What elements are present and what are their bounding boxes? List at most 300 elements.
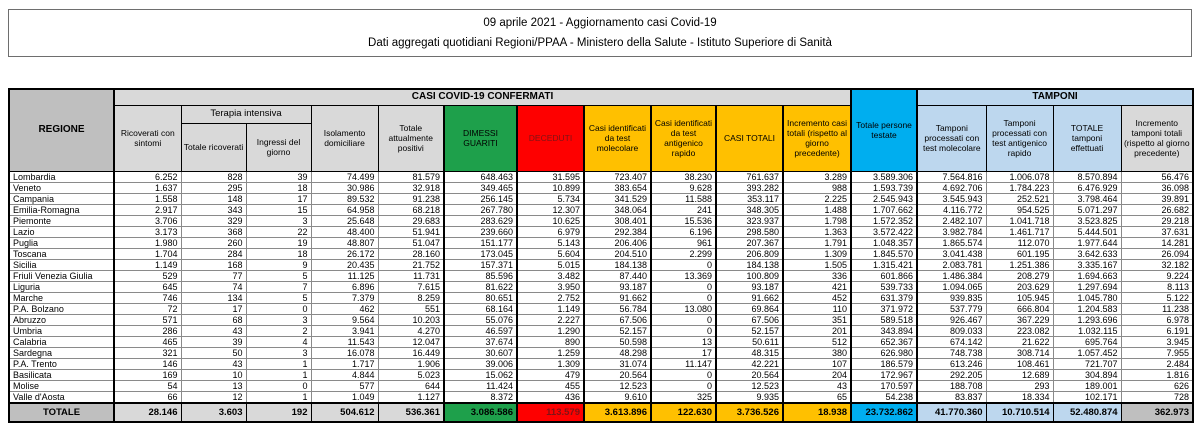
cell-terapia_ingressi_del_giorno: 39	[246, 171, 311, 182]
cell-casi_totali: 91.662	[716, 292, 783, 303]
cell-totale_tamponi: 189.001	[1053, 380, 1121, 391]
cell-isolamento_domiciliare: 1.049	[311, 391, 378, 403]
cell-ricoverati_con_sintomi: 146	[114, 358, 181, 369]
cell-dimessi_guariti: 349.465	[444, 182, 517, 193]
cell-incremento_casi_totali: 110	[783, 303, 851, 314]
cell-tamponi_test_molecolare: 3.545.943	[917, 193, 986, 204]
cell-tamponi_test_antigenico: 105.945	[986, 292, 1053, 303]
cell-incremento_tamponi: 39.891	[1121, 193, 1193, 204]
cell-terapia_totale_ricoverati: 134	[181, 292, 246, 303]
cell-deceduti: 3.482	[517, 270, 584, 281]
region-name: Calabria	[9, 336, 114, 347]
col-header-ricoverati-con-sintomi: Ricoverati con sintomi	[114, 105, 181, 171]
cell-isolamento_domiciliare: 74.499	[311, 171, 378, 182]
cell-totale_attualmente_positivi: 29.683	[378, 215, 444, 226]
cell-ricoverati_con_sintomi: 286	[114, 325, 181, 336]
cell-casi_test_molecolare: 93.187	[584, 281, 651, 292]
cell-terapia_totale_ricoverati: 828	[181, 171, 246, 182]
cell-terapia_totale_ricoverati: 368	[181, 226, 246, 237]
cell-totale_persone_testate: 1.593.739	[851, 182, 917, 193]
cell-totale_persone_testate: 1.315.421	[851, 259, 917, 270]
cell-deceduti: 12.307	[517, 204, 584, 215]
cell-totale_persone_testate: 1.707.662	[851, 204, 917, 215]
cell-casi_test_molecolare: 87.440	[584, 270, 651, 281]
cell-isolamento_domiciliare: 11.543	[311, 336, 378, 347]
cell-totale_attualmente_positivi: 1.127	[378, 391, 444, 403]
cell-casi_test_molecolare: 56.784	[584, 303, 651, 314]
cell-tamponi_test_antigenico: 293	[986, 380, 1053, 391]
cell-isolamento_domiciliare: 48.400	[311, 226, 378, 237]
cell-totale_tamponi: 3.642.633	[1053, 248, 1121, 259]
cell-totale_persone_testate: 343.894	[851, 325, 917, 336]
cell-casi_test_antigenico: 11.588	[651, 193, 716, 204]
cell-terapia_ingressi_del_giorno: 3	[246, 347, 311, 358]
cell-incremento_casi_totali: 988	[783, 182, 851, 193]
cell-tamponi_test_molecolare: 7.564.816	[917, 171, 986, 182]
cell-incremento_casi_totali: 1.791	[783, 237, 851, 248]
cell-deceduti: 1.259	[517, 347, 584, 358]
cell-dimessi_guariti: 239.660	[444, 226, 517, 237]
cell-casi_test_molecolare: 341.529	[584, 193, 651, 204]
table-row	[9, 248, 1193, 259]
cell-casi_totali: 3.736.526	[716, 403, 783, 422]
cell-deceduti: 455	[517, 380, 584, 391]
cell-incremento_casi_totali: 43	[783, 380, 851, 391]
cell-casi_test_molecolare: 91.662	[584, 292, 651, 303]
cell-incremento_tamponi: 6.978	[1121, 314, 1193, 325]
col-header-casi-totali: CASI TOTALI	[716, 105, 783, 171]
table-row	[9, 347, 1193, 358]
cell-tamponi_test_antigenico: 308.714	[986, 347, 1053, 358]
cell-isolamento_domiciliare: 26.172	[311, 248, 378, 259]
cell-terapia_totale_ricoverati: 260	[181, 237, 246, 248]
cell-tamponi_test_antigenico: 1.006.078	[986, 171, 1053, 182]
group-header-casi-confermati: CASI COVID-19 CONFERMATI	[114, 89, 851, 105]
cell-casi_totali: 69.864	[716, 303, 783, 314]
table-row	[9, 336, 1193, 347]
cell-casi_test_antigenico: 241	[651, 204, 716, 215]
cell-isolamento_domiciliare: 3.941	[311, 325, 378, 336]
cell-ricoverati_con_sintomi: 465	[114, 336, 181, 347]
cell-incremento_casi_totali: 1.309	[783, 248, 851, 259]
cell-totale_tamponi: 1.297.694	[1053, 281, 1121, 292]
cell-tamponi_test_antigenico: 10.710.514	[986, 403, 1053, 422]
cell-terapia_ingressi_del_giorno: 15	[246, 204, 311, 215]
region-name: Valle d'Aosta	[9, 391, 114, 403]
cell-incremento_casi_totali: 1.363	[783, 226, 851, 237]
cell-totale_persone_testate: 3.589.306	[851, 171, 917, 182]
cell-totale_persone_testate: 2.545.943	[851, 193, 917, 204]
cell-casi_test_molecolare: 723.407	[584, 171, 651, 182]
cell-tamponi_test_molecolare: 1.094.065	[917, 281, 986, 292]
cell-incremento_tamponi: 32.182	[1121, 259, 1193, 270]
cell-incremento_tamponi: 56.476	[1121, 171, 1193, 182]
cell-totale_tamponi: 695.764	[1053, 336, 1121, 347]
cell-tamponi_test_molecolare: 939.835	[917, 292, 986, 303]
cell-casi_test_molecolare: 20.564	[584, 369, 651, 380]
cell-casi_totali: 12.523	[716, 380, 783, 391]
cell-totale_persone_testate: 3.572.422	[851, 226, 917, 237]
cell-terapia_ingressi_del_giorno: 19	[246, 237, 311, 248]
cell-tamponi_test_antigenico: 1.461.717	[986, 226, 1053, 237]
cell-incremento_tamponi: 37.631	[1121, 226, 1193, 237]
cell-incremento_tamponi: 26.682	[1121, 204, 1193, 215]
cell-tamponi_test_molecolare: 748.738	[917, 347, 986, 358]
cell-ricoverati_con_sintomi: 645	[114, 281, 181, 292]
cell-tamponi_test_molecolare: 3.041.438	[917, 248, 986, 259]
cell-dimessi_guariti: 37.674	[444, 336, 517, 347]
cell-incremento_casi_totali: 336	[783, 270, 851, 281]
cell-isolamento_domiciliare: 9.564	[311, 314, 378, 325]
cell-casi_test_antigenico: 17	[651, 347, 716, 358]
cell-dimessi_guariti: 157.371	[444, 259, 517, 270]
cell-tamponi_test_antigenico: 208.279	[986, 270, 1053, 281]
cell-isolamento_domiciliare: 48.807	[311, 237, 378, 248]
cell-tamponi_test_molecolare: 926.467	[917, 314, 986, 325]
region-name: Sardegna	[9, 347, 114, 358]
cell-totale_tamponi: 1.032.115	[1053, 325, 1121, 336]
table-row	[9, 314, 1193, 325]
cell-tamponi_test_antigenico: 1.784.223	[986, 182, 1053, 193]
cell-tamponi_test_antigenico: 367.229	[986, 314, 1053, 325]
cell-tamponi_test_antigenico: 1.251.386	[986, 259, 1053, 270]
cell-incremento_tamponi: 3.945	[1121, 336, 1193, 347]
cell-totale_attualmente_positivi: 28.160	[378, 248, 444, 259]
region-name: P.A. Bolzano	[9, 303, 114, 314]
col-header-terapia-totale-ricoverati: Totale ricoverati	[181, 123, 246, 171]
region-name: Sicilia	[9, 259, 114, 270]
cell-casi_totali: 67.506	[716, 314, 783, 325]
cell-ricoverati_con_sintomi: 169	[114, 369, 181, 380]
cell-casi_totali: 42.221	[716, 358, 783, 369]
cell-totale_persone_testate: 601.866	[851, 270, 917, 281]
cell-tamponi_test_antigenico: 108.461	[986, 358, 1053, 369]
cell-incremento_casi_totali: 380	[783, 347, 851, 358]
cell-casi_totali: 50.611	[716, 336, 783, 347]
cell-tamponi_test_molecolare: 41.770.360	[917, 403, 986, 422]
cell-dimessi_guariti: 256.145	[444, 193, 517, 204]
table-row	[9, 193, 1193, 204]
cell-terapia_totale_ricoverati: 343	[181, 204, 246, 215]
cell-ricoverati_con_sintomi: 72	[114, 303, 181, 314]
cell-terapia_ingressi_del_giorno: 1	[246, 391, 311, 403]
cell-totale_attualmente_positivi: 4.270	[378, 325, 444, 336]
cell-casi_totali: 48.315	[716, 347, 783, 358]
region-name: Lombardia	[9, 171, 114, 182]
cell-casi_totali: 207.367	[716, 237, 783, 248]
cell-incremento_tamponi: 9.224	[1121, 270, 1193, 281]
cell-incremento_tamponi: 2.484	[1121, 358, 1193, 369]
cell-ricoverati_con_sintomi: 1.149	[114, 259, 181, 270]
cell-casi_test_molecolare: 383.654	[584, 182, 651, 193]
cell-deceduti: 2.752	[517, 292, 584, 303]
cell-totale_persone_testate: 23.732.862	[851, 403, 917, 422]
cell-deceduti: 3.950	[517, 281, 584, 292]
cell-isolamento_domiciliare: 462	[311, 303, 378, 314]
cell-incremento_tamponi: 11.238	[1121, 303, 1193, 314]
cell-dimessi_guariti: 85.596	[444, 270, 517, 281]
cell-incremento_casi_totali: 512	[783, 336, 851, 347]
cell-deceduti: 5.604	[517, 248, 584, 259]
cell-terapia_totale_ricoverati: 74	[181, 281, 246, 292]
cell-tamponi_test_antigenico: 1.041.718	[986, 215, 1053, 226]
cell-casi_totali: 323.937	[716, 215, 783, 226]
cell-terapia_ingressi_del_giorno: 17	[246, 193, 311, 204]
region-name: Friuli Venezia Giulia	[9, 270, 114, 281]
cell-totale_persone_testate: 172.967	[851, 369, 917, 380]
table-row	[9, 358, 1193, 369]
cell-isolamento_domiciliare: 7.379	[311, 292, 378, 303]
region-name: Campania	[9, 193, 114, 204]
cell-tamponi_test_antigenico: 21.622	[986, 336, 1053, 347]
cell-terapia_ingressi_del_giorno: 18	[246, 248, 311, 259]
cell-deceduti: 5.734	[517, 193, 584, 204]
cell-tamponi_test_molecolare: 4.116.772	[917, 204, 986, 215]
cell-deceduti: 113.579	[517, 403, 584, 422]
cell-isolamento_domiciliare: 504.612	[311, 403, 378, 422]
region-name: Molise	[9, 380, 114, 391]
table-row	[9, 171, 1193, 182]
col-header-casi-test-antigenico: Casi identificati da test antigenico rapido	[651, 105, 716, 171]
cell-deceduti: 6.979	[517, 226, 584, 237]
region-name: Lazio	[9, 226, 114, 237]
cell-terapia_totale_ricoverati: 3.603	[181, 403, 246, 422]
cell-casi_test_molecolare: 308.401	[584, 215, 651, 226]
table-footer	[9, 403, 1193, 422]
cell-tamponi_test_antigenico: 112.070	[986, 237, 1053, 248]
cell-casi_test_antigenico: 325	[651, 391, 716, 403]
table-row	[9, 226, 1193, 237]
cell-incremento_tamponi: 362.973	[1121, 403, 1193, 422]
cell-deceduti: 31.595	[517, 171, 584, 182]
cell-dimessi_guariti: 648.463	[444, 171, 517, 182]
cell-incremento_tamponi: 8.113	[1121, 281, 1193, 292]
cell-totale_attualmente_positivi: 551	[378, 303, 444, 314]
region-name: Marche	[9, 292, 114, 303]
cell-totale_attualmente_positivi: 91.238	[378, 193, 444, 204]
report-header	[8, 9, 1192, 57]
cell-totale_persone_testate: 186.579	[851, 358, 917, 369]
cell-terapia_totale_ricoverati: 148	[181, 193, 246, 204]
cell-totale_tamponi: 102.171	[1053, 391, 1121, 403]
cell-casi_test_molecolare: 206.406	[584, 237, 651, 248]
cell-tamponi_test_antigenico: 954.525	[986, 204, 1053, 215]
cell-deceduti: 1.149	[517, 303, 584, 314]
cell-casi_totali: 20.564	[716, 369, 783, 380]
cell-terapia_ingressi_del_giorno: 9	[246, 259, 311, 270]
cell-terapia_ingressi_del_giorno: 0	[246, 380, 311, 391]
cell-isolamento_domiciliare: 577	[311, 380, 378, 391]
cell-totale_tamponi: 3.335.167	[1053, 259, 1121, 270]
cell-tamponi_test_molecolare: 674.142	[917, 336, 986, 347]
cell-casi_test_antigenico: 961	[651, 237, 716, 248]
cell-totale_persone_testate: 1.572.352	[851, 215, 917, 226]
cell-dimessi_guariti: 173.045	[444, 248, 517, 259]
cell-casi_test_molecolare: 204.510	[584, 248, 651, 259]
cell-isolamento_domiciliare: 4.844	[311, 369, 378, 380]
cell-deceduti: 10.899	[517, 182, 584, 193]
table-row	[9, 259, 1193, 270]
cell-terapia_totale_ricoverati: 43	[181, 358, 246, 369]
cell-casi_test_antigenico: 13.080	[651, 303, 716, 314]
cell-tamponi_test_antigenico: 18.334	[986, 391, 1053, 403]
cell-isolamento_domiciliare: 16.078	[311, 347, 378, 358]
col-header-incremento-casi-totali: Incremento casi totali (rispetto al giorno precedente)	[783, 105, 851, 171]
cell-tamponi_test_molecolare: 2.083.781	[917, 259, 986, 270]
cell-tamponi_test_molecolare: 83.837	[917, 391, 986, 403]
cell-casi_test_molecolare: 292.384	[584, 226, 651, 237]
table-body	[9, 171, 1193, 403]
cell-casi_test_molecolare: 48.298	[584, 347, 651, 358]
cell-totale_attualmente_positivi: 11.731	[378, 270, 444, 281]
cell-casi_test_antigenico: 0	[651, 380, 716, 391]
cell-terapia_ingressi_del_giorno: 7	[246, 281, 311, 292]
cell-ricoverati_con_sintomi: 529	[114, 270, 181, 281]
cell-dimessi_guariti: 68.164	[444, 303, 517, 314]
cell-terapia_totale_ricoverati: 284	[181, 248, 246, 259]
cell-isolamento_domiciliare: 6.896	[311, 281, 378, 292]
cell-isolamento_domiciliare: 25.648	[311, 215, 378, 226]
cell-terapia_totale_ricoverati: 12	[181, 391, 246, 403]
cell-totale_persone_testate: 652.367	[851, 336, 917, 347]
cell-dimessi_guariti: 3.086.586	[444, 403, 517, 422]
cell-totale_tamponi: 721.707	[1053, 358, 1121, 369]
cell-tamponi_test_molecolare: 809.033	[917, 325, 986, 336]
col-header-isolamento-domiciliare: Isolamento domiciliare	[311, 105, 378, 171]
col-header-totale-attualmente-positivi: Totale attualmente positivi	[378, 105, 444, 171]
cell-terapia_totale_ricoverati: 295	[181, 182, 246, 193]
cell-casi_test_antigenico: 122.630	[651, 403, 716, 422]
cell-casi_totali: 93.187	[716, 281, 783, 292]
cell-casi_test_antigenico: 0	[651, 292, 716, 303]
cell-tamponi_test_antigenico: 252.521	[986, 193, 1053, 204]
cell-totale_attualmente_positivi: 7.615	[378, 281, 444, 292]
cell-incremento_casi_totali: 421	[783, 281, 851, 292]
cell-incremento_casi_totali: 201	[783, 325, 851, 336]
cell-terapia_ingressi_del_giorno: 5	[246, 270, 311, 281]
cell-tamponi_test_molecolare: 188.708	[917, 380, 986, 391]
cell-casi_test_antigenico: 13.369	[651, 270, 716, 281]
cell-casi_totali: 348.305	[716, 204, 783, 215]
cell-tamponi_test_antigenico: 223.082	[986, 325, 1053, 336]
cell-casi_test_antigenico: 13	[651, 336, 716, 347]
total-row	[9, 403, 1193, 422]
cell-casi_test_molecolare: 12.523	[584, 380, 651, 391]
cell-terapia_ingressi_del_giorno: 2	[246, 325, 311, 336]
cell-ricoverati_con_sintomi: 746	[114, 292, 181, 303]
cell-totale_tamponi: 1.694.663	[1053, 270, 1121, 281]
cell-casi_test_antigenico: 11.147	[651, 358, 716, 369]
table-row	[9, 380, 1193, 391]
region-name: Liguria	[9, 281, 114, 292]
cell-terapia_totale_ricoverati: 13	[181, 380, 246, 391]
cell-totale_attualmente_positivi: 51.941	[378, 226, 444, 237]
cell-tamponi_test_molecolare: 613.246	[917, 358, 986, 369]
cell-casi_test_antigenico: 0	[651, 259, 716, 270]
cell-casi_test_molecolare: 31.074	[584, 358, 651, 369]
cell-isolamento_domiciliare: 89.532	[311, 193, 378, 204]
cell-totale_tamponi: 304.894	[1053, 369, 1121, 380]
cell-dimessi_guariti: 81.622	[444, 281, 517, 292]
cell-casi_test_molecolare: 52.157	[584, 325, 651, 336]
cell-terapia_ingressi_del_giorno: 192	[246, 403, 311, 422]
cell-totale_persone_testate: 54.238	[851, 391, 917, 403]
cell-deceduti: 479	[517, 369, 584, 380]
cell-terapia_ingressi_del_giorno: 1	[246, 358, 311, 369]
cell-tamponi_test_molecolare: 292.205	[917, 369, 986, 380]
col-header-regione: REGIONE	[9, 89, 114, 171]
cell-dimessi_guariti: 151.177	[444, 237, 517, 248]
cell-incremento_casi_totali: 1.488	[783, 204, 851, 215]
col-header-persone-testate: Totale persone testate	[851, 89, 917, 171]
cell-dimessi_guariti: 267.780	[444, 204, 517, 215]
col-header-casi-test-molecolare: Casi identificati da test molecolare	[584, 105, 651, 171]
cell-incremento_casi_totali: 1.505	[783, 259, 851, 270]
cell-deceduti: 5.015	[517, 259, 584, 270]
cell-incremento_casi_totali: 351	[783, 314, 851, 325]
cell-incremento_casi_totali: 3.289	[783, 171, 851, 182]
cell-totale_persone_testate: 631.379	[851, 292, 917, 303]
cell-casi_totali: 100.809	[716, 270, 783, 281]
cell-casi_totali: 298.580	[716, 226, 783, 237]
col-header-tamponi-test-antigenico: Tamponi processati con test antigenico rapido	[986, 105, 1053, 171]
group-header-terapia-intensiva: Terapia intensiva	[181, 105, 311, 123]
cell-totale_persone_testate: 371.972	[851, 303, 917, 314]
table-row	[9, 182, 1193, 193]
cell-terapia_totale_ricoverati: 329	[181, 215, 246, 226]
table-row	[9, 237, 1193, 248]
cell-totale_attualmente_positivi: 10.203	[378, 314, 444, 325]
cell-casi_test_antigenico: 0	[651, 325, 716, 336]
cell-isolamento_domiciliare: 64.958	[311, 204, 378, 215]
region-name: P.A. Trento	[9, 358, 114, 369]
cell-isolamento_domiciliare: 11.125	[311, 270, 378, 281]
cell-deceduti: 1.309	[517, 358, 584, 369]
cell-isolamento_domiciliare: 1.717	[311, 358, 378, 369]
cell-casi_totali: 184.138	[716, 259, 783, 270]
cell-casi_test_antigenico: 15.536	[651, 215, 716, 226]
cell-deceduti: 890	[517, 336, 584, 347]
cell-dimessi_guariti: 8.372	[444, 391, 517, 403]
cell-casi_test_antigenico: 0	[651, 369, 716, 380]
cell-incremento_tamponi: 1.816	[1121, 369, 1193, 380]
cell-tamponi_test_antigenico: 601.195	[986, 248, 1053, 259]
col-header-deceduti: DECEDUTI	[517, 105, 584, 171]
region-name: Abruzzo	[9, 314, 114, 325]
cell-casi_test_molecolare: 9.610	[584, 391, 651, 403]
cell-terapia_totale_ricoverati: 68	[181, 314, 246, 325]
cell-casi_test_antigenico: 9.628	[651, 182, 716, 193]
cell-incremento_tamponi: 5.122	[1121, 292, 1193, 303]
cell-dimessi_guariti: 39.006	[444, 358, 517, 369]
cell-terapia_totale_ricoverati: 10	[181, 369, 246, 380]
cell-incremento_tamponi: 26.094	[1121, 248, 1193, 259]
cell-tamponi_test_molecolare: 537.779	[917, 303, 986, 314]
cell-dimessi_guariti: 55.076	[444, 314, 517, 325]
cell-totale_tamponi: 8.570.894	[1053, 171, 1121, 182]
cell-totale_persone_testate: 626.980	[851, 347, 917, 358]
cell-tamponi_test_antigenico: 666.804	[986, 303, 1053, 314]
cell-ricoverati_con_sintomi: 571	[114, 314, 181, 325]
cell-totale_tamponi: 1.293.696	[1053, 314, 1121, 325]
cell-totale_persone_testate: 589.518	[851, 314, 917, 325]
cell-incremento_casi_totali: 2.225	[783, 193, 851, 204]
table-row	[9, 391, 1193, 403]
cell-totale_tamponi: 52.480.874	[1053, 403, 1121, 422]
cell-ricoverati_con_sintomi: 1.637	[114, 182, 181, 193]
col-header-dimessi-guariti: DIMESSI GUARITI	[444, 105, 517, 171]
cell-ricoverati_con_sintomi: 66	[114, 391, 181, 403]
